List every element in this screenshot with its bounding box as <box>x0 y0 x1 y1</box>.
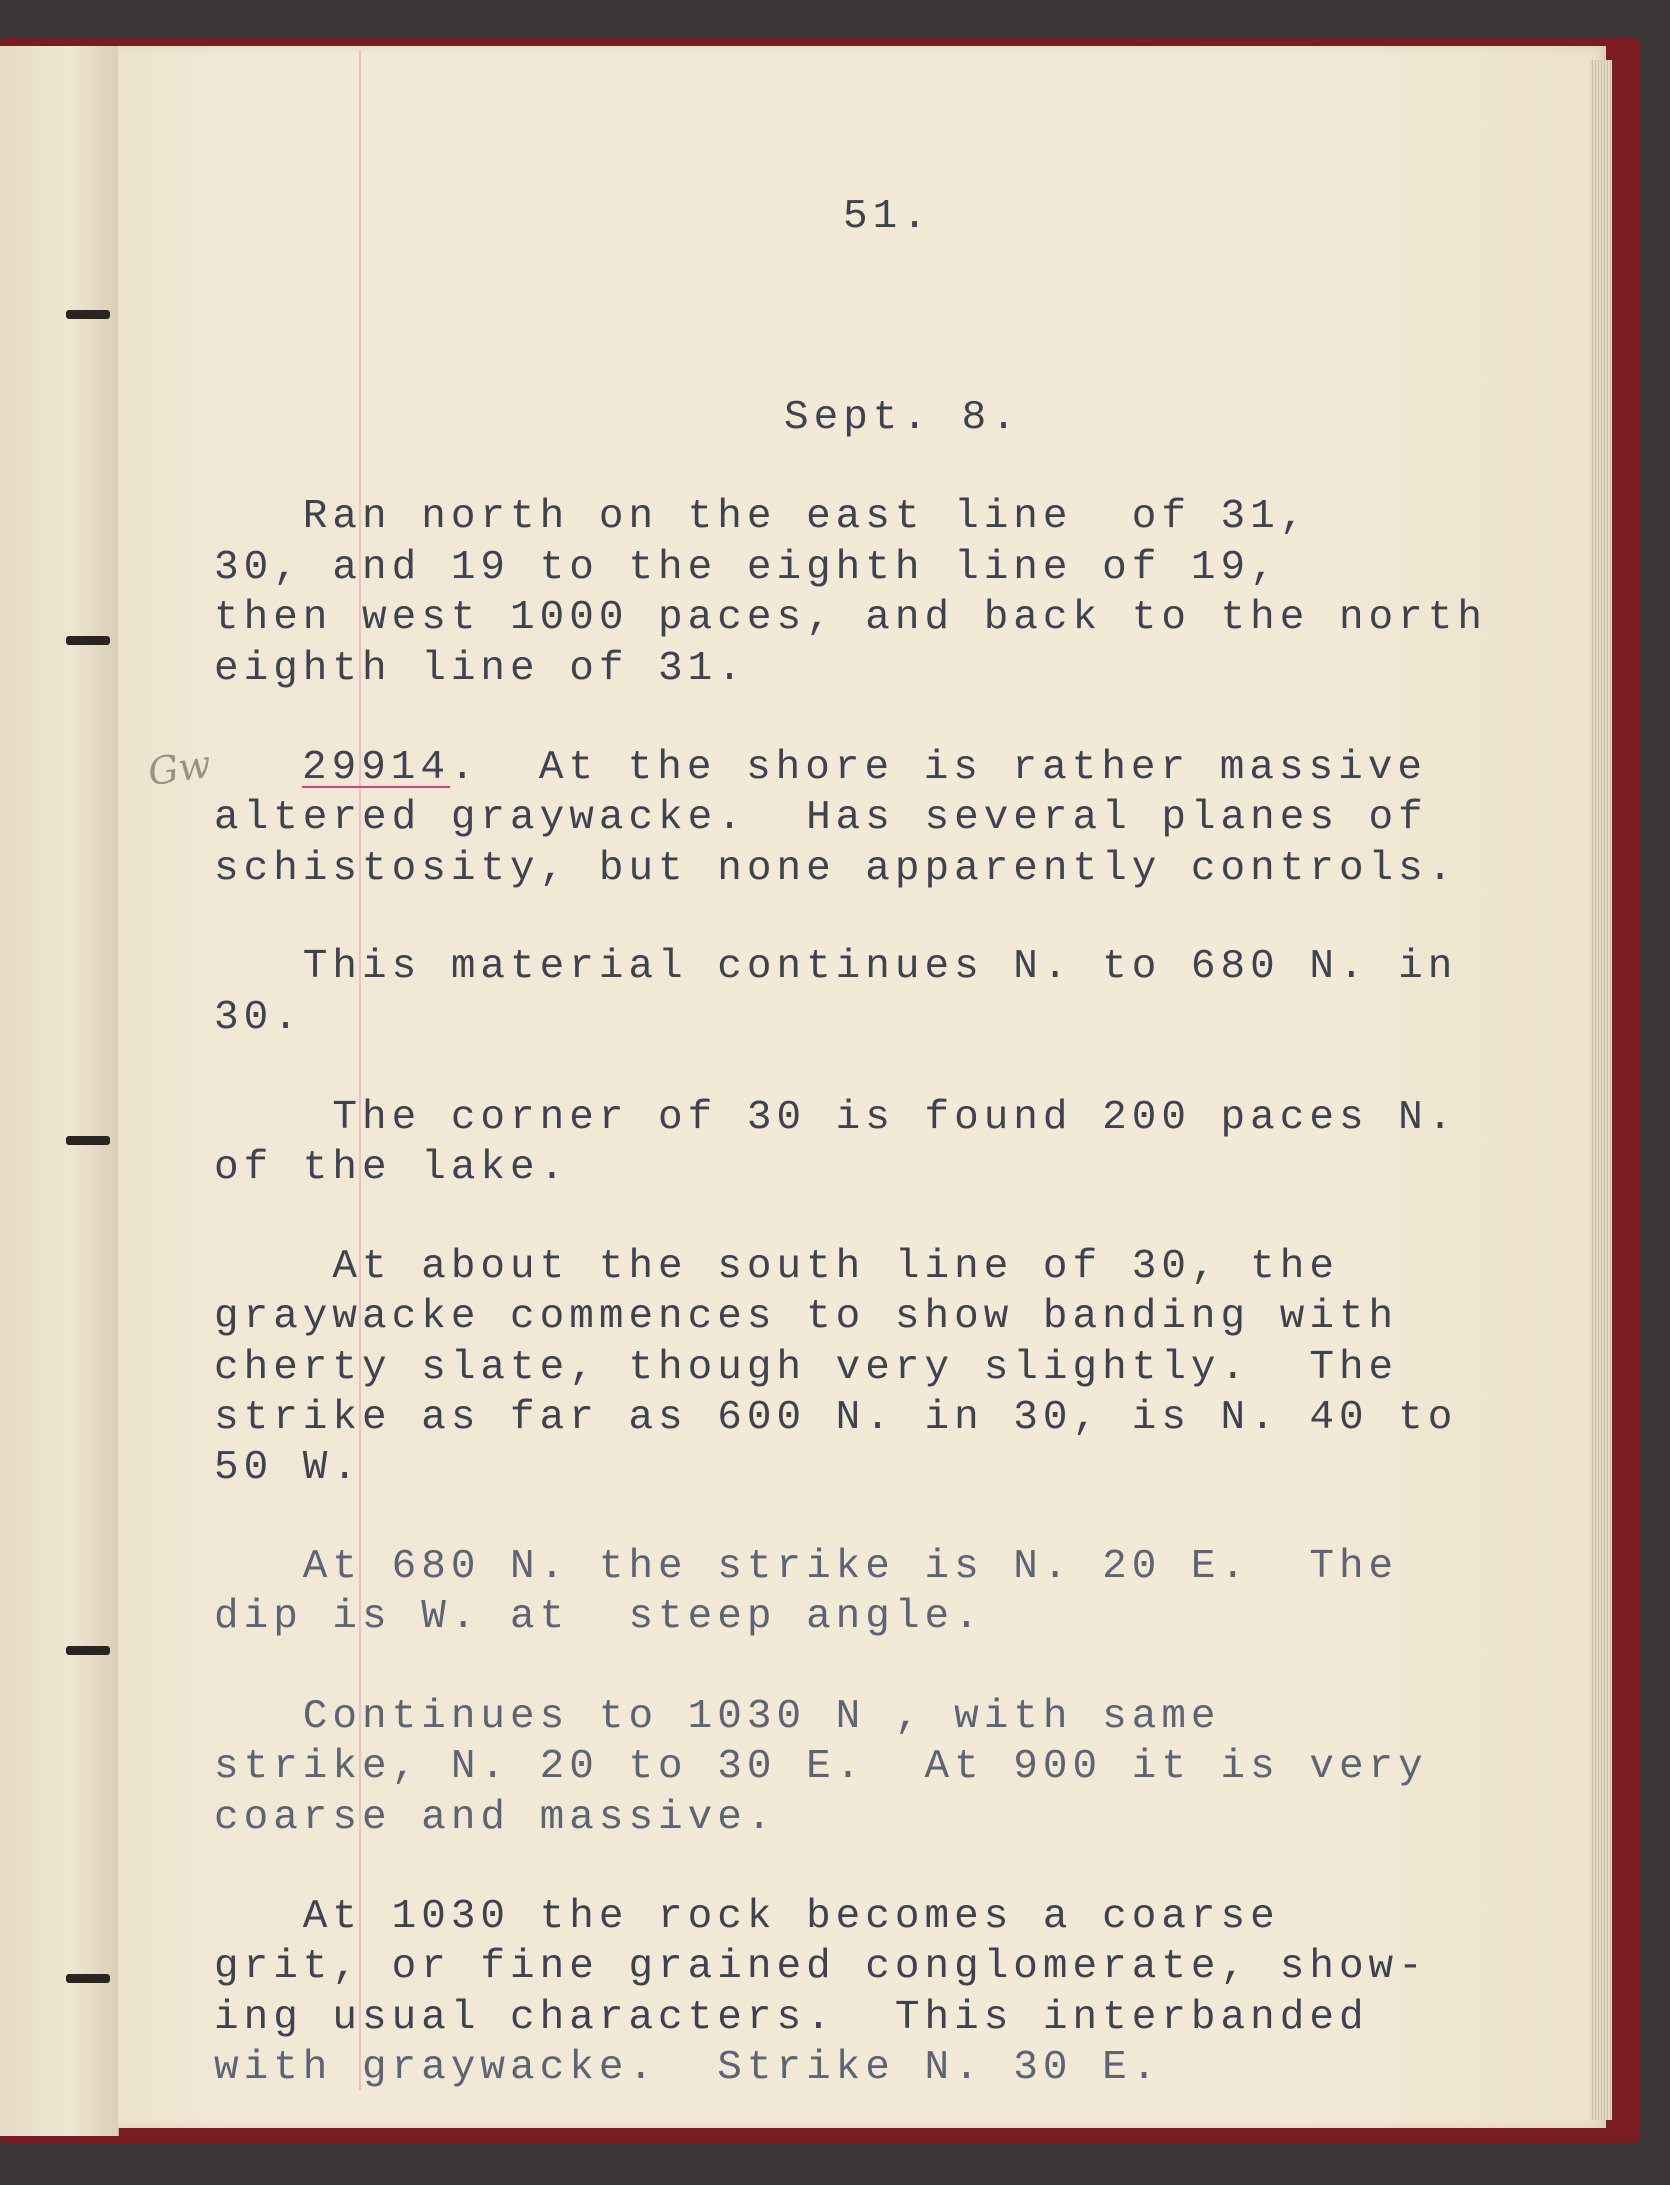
paragraph-line: At 1030 the rock becomes a coarse <box>214 1894 1280 1940</box>
paragraph-line: dip is W. at steep angle. <box>214 1594 984 1640</box>
left-facing-page <box>0 46 119 2136</box>
paragraph-line: coarse and massive. <box>214 1795 777 1841</box>
paragraph-line: The corner of 30 is found 200 paces N. <box>214 1095 1458 1141</box>
page-stack-edge <box>1590 60 1612 2120</box>
paragraph-line: Ran north on the east line of 31, <box>214 494 1310 540</box>
specimen-number: 29914 <box>302 745 451 791</box>
paragraph-line: altered graywacke. Has several planes of <box>214 795 1428 841</box>
page-number: 51. <box>843 194 932 240</box>
paragraph-line: ing usual characters. This interbanded <box>214 1995 1369 2041</box>
binder-ring <box>66 1646 110 1655</box>
paragraph-line: strike, N. 20 to 30 E. At 900 it is very <box>214 1744 1428 1790</box>
binder-ring <box>66 310 110 319</box>
binder-ring <box>66 1136 110 1145</box>
paragraph-line: 30. <box>214 995 303 1041</box>
paragraph-line: eighth line of 31. <box>214 646 747 692</box>
paragraph-line: 30, and 19 to the eighth line of 19, <box>214 545 1280 591</box>
paragraph-line: cherty slate, though very slightly. The <box>214 1345 1399 1391</box>
paragraph-line: graywacke commences to show banding with <box>214 1294 1399 1340</box>
paragraph-line: with graywacke. Strike N. 30 E. <box>214 2045 1162 2091</box>
binder-ring <box>66 636 110 645</box>
paragraph-line: schistosity, but none apparently controls. <box>214 846 1458 892</box>
binder-ring <box>66 1974 110 1983</box>
paragraph-line <box>302 743 1427 793</box>
paragraph-line-text: . At the shore is rather massive <box>450 745 1427 791</box>
paragraph-line: At 680 N. the strike is N. 20 E. The <box>214 1544 1399 1590</box>
paragraph-line: then west 1000 paces, and back to the north <box>214 595 1487 641</box>
paragraph-line: Continues to 1030 N , with same <box>214 1694 1221 1740</box>
handwritten-margin-note: Gw <box>145 741 214 795</box>
paragraph-line: This material continues N. to 680 N. in <box>214 944 1458 990</box>
paragraph-line: At about the south line of 30, the <box>214 1244 1339 1290</box>
paragraph-line: of the lake. <box>214 1145 570 1191</box>
date-heading: Sept. 8. <box>784 395 1021 441</box>
paragraph-line: 50 W. <box>214 1445 363 1491</box>
paragraph-line: grit, or fine grained conglomerate, show- <box>214 1944 1428 1990</box>
paragraph-line: strike as far as 600 N. in 30, is N. 40 to <box>214 1395 1458 1441</box>
